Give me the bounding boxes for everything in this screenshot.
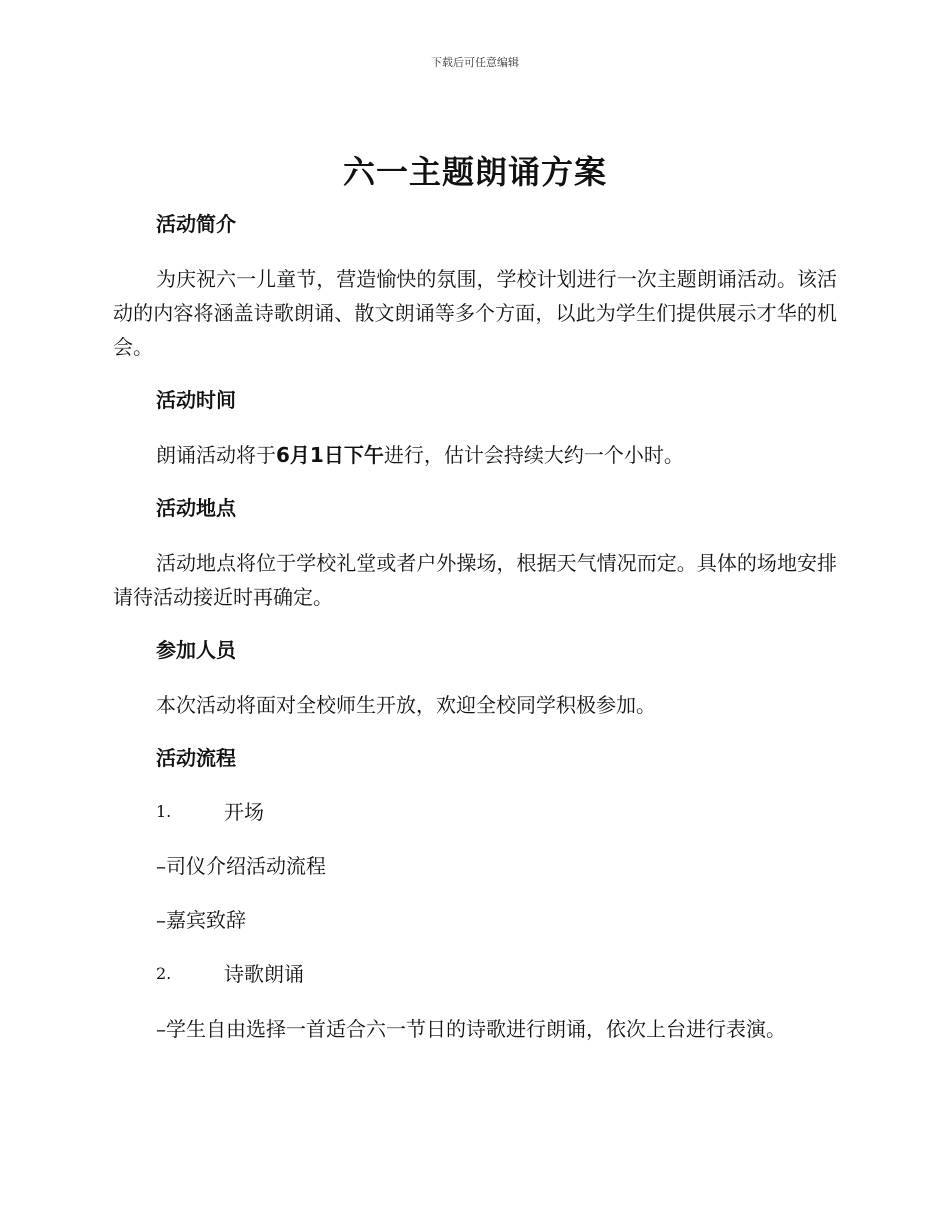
time-text-after: 进行，估计会持续大约一个小时。 (383, 443, 684, 467)
section-heading-process: 活动流程 (156, 746, 236, 770)
step-2-label: 诗歌朗诵 (224, 962, 304, 986)
step-1-number: 1. (156, 802, 172, 821)
step-1-detail-2: –嘉宾致辞 (156, 908, 246, 932)
header-note: 下载后可任意编辑 (431, 56, 519, 69)
section-text-people: 本次活动将面对全校师生开放，欢迎全校同学积极参加。 (156, 693, 656, 717)
process-step-1 (113, 796, 837, 828)
step-1-detail-1: –司仪介绍活动流程 (156, 854, 326, 878)
section-heading-place: 活动地点 (156, 496, 236, 520)
document-title: 六一主题朗诵方案 (342, 153, 607, 191)
step-2-detail: –学生自由选择一首适合六一节日的诗歌进行朗诵，依次上台进行表演。 (156, 1017, 786, 1041)
step-2-number: 2. (156, 964, 172, 983)
section-text-place: 活动地点将位于学校礼堂或者户外操场，根据天气情况而定。具体的场地安排请待活动接近时再确定。 (113, 551, 837, 609)
process-step-2 (113, 958, 837, 990)
time-text-before: 朗诵活动将于 (156, 443, 276, 467)
section-heading-people: 参加人员 (156, 638, 236, 662)
section-text-time (113, 438, 837, 472)
document-content (113, 150, 837, 1066)
section-heading-time: 活动时间 (156, 388, 236, 412)
step-1-label: 开场 (224, 800, 264, 824)
time-text-bold: 6月1日下午 (276, 443, 384, 467)
section-heading-intro: 活动简介 (156, 212, 236, 236)
section-text-intro: 为庆祝六一儿童节，营造愉快的氛围，学校计划进行一次主题朗诵活动。该活动的内容将涵盖诗歌朗诵、散文朗诵等多个方面，以此为学生们提供展示才华的机会。 (113, 267, 837, 359)
